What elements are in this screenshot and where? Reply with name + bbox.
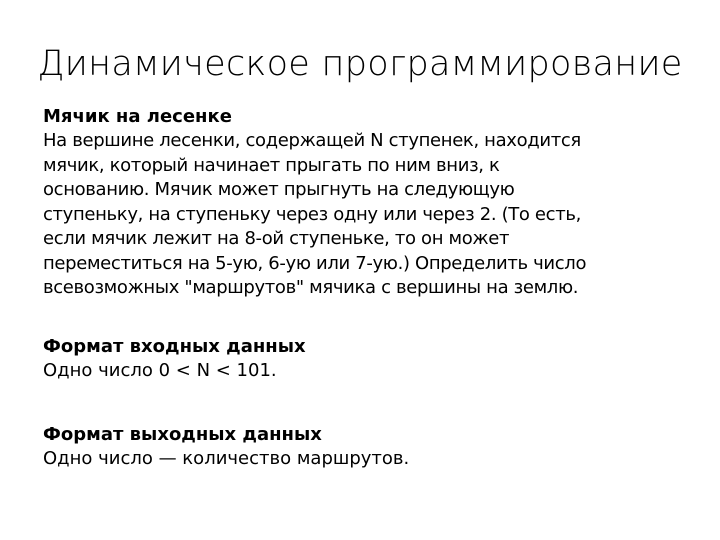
output-format-heading: Формат выходных данных	[43, 424, 322, 445]
slide-title: Динамическое программирование	[37, 44, 683, 84]
output-format-section	[43, 423, 683, 472]
statement-line: основанию. Мячик может прыгнуть на следующую	[43, 179, 515, 200]
problem-statement	[43, 129, 683, 301]
statement-line: ступеньку, на ступеньку через одну или через 2. (То есть,	[43, 203, 581, 225]
statement-line: всевозможных "маршрутов" мячика с вершины на землю.	[43, 277, 579, 298]
statement-line: мячик, который начинает прыгать по ним вниз, к	[43, 154, 500, 176]
statement-line: переместиться на 5-ую, 6-ую или 7-ую.) Определить число	[43, 252, 587, 274]
output-format-line: Одно число — количество маршрутов.	[43, 448, 410, 469]
input-format-section	[43, 335, 683, 384]
output-format-text	[43, 447, 683, 472]
input-format-text	[43, 359, 683, 384]
input-format-line: Одно число 0 < N < 101.	[43, 359, 277, 381]
input-format-heading: Формат входных данных	[43, 335, 306, 357]
problem-heading: Мячик на лесенке	[43, 106, 232, 127]
slide-content	[43, 105, 683, 472]
problem-section	[43, 105, 683, 301]
statement-line: если мячик лежит на 8-ой ступеньке, то он может	[43, 228, 510, 249]
statement-line: На вершине лесенки, содержащей N ступенек, находится	[43, 130, 581, 151]
